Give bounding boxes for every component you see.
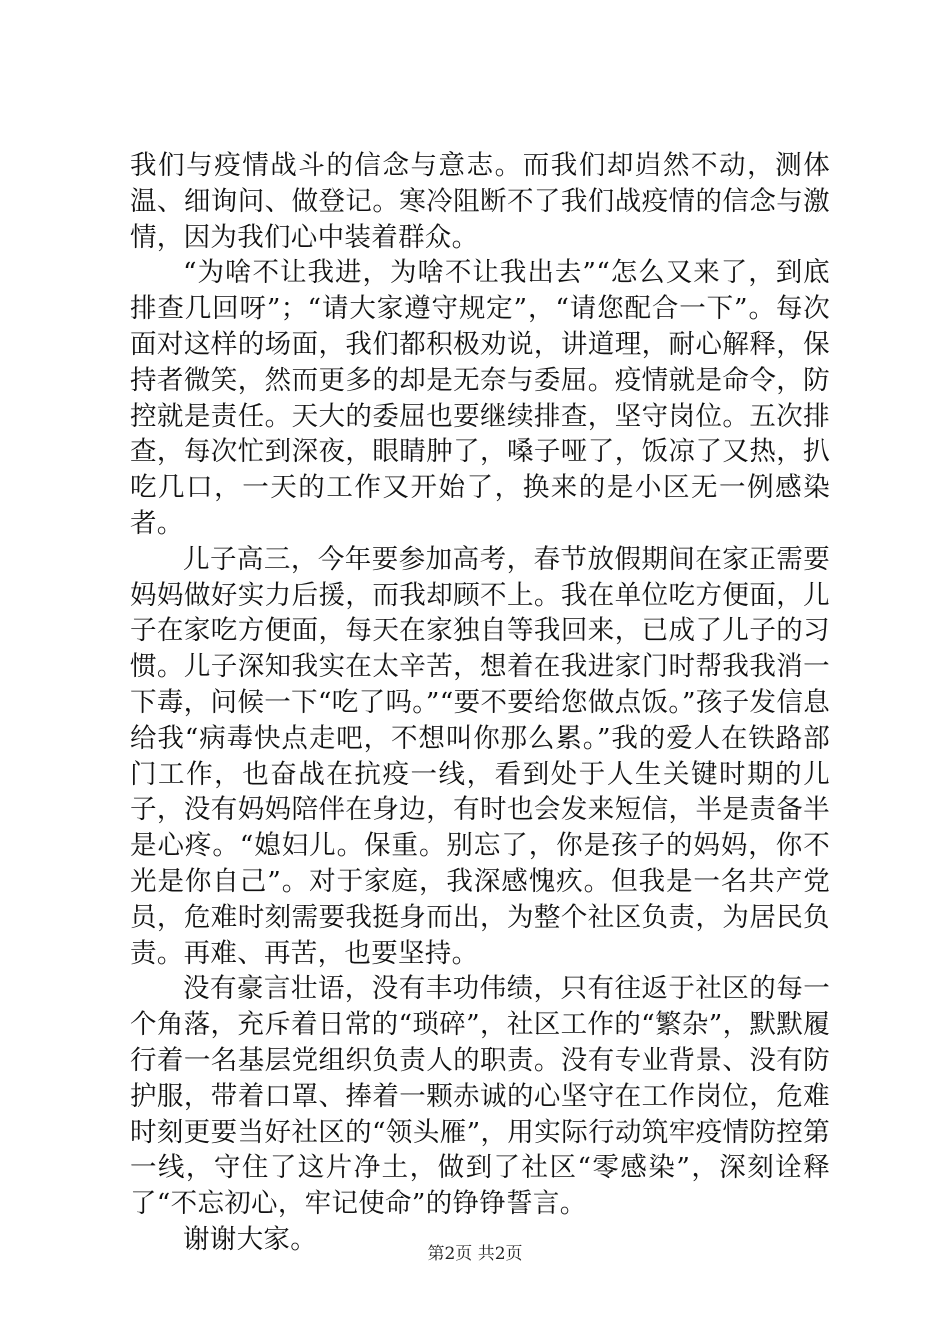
paragraph-1: 我们与疫情战斗的信念与意志。而我们却岿然不动，测体温、细询问、做登记。寒冷阻断不了我们战疫情的信念与激情，因为我们心中装着群众。 bbox=[130, 150, 830, 253]
paragraph-3: 儿子高三，今年要参加高考，春节放假期间在家正需要妈妈做好实力后援，而我却顾不上。我在单位吃方便面，儿子在家吃方便面，每天在家独自等我回来，已成了儿子的习惯。儿子深知我实在太辛苦，想着在我进家门时帮我我消一下毒，问候一下“吃了吗。”“要不要给您做点饭。”孩子发信息给我“病毒快点走吧，不想叫你那么累。”我的爱人在铁路部门工作，也奋战在抗疫一线，看到处于人生关键时期的儿子，没有妈妈陪伴在身边，有时也会发来短信，半是责备半是心疼。“媳妇儿。保重。别忘了，你是孩子的妈妈，你不光是你自己”。对于家庭，我深感愧疚。但我是一名共产党员，危难时刻需要我挺身而出，为整个社区负责，为居民负责。再难、再苦，也要坚持。 bbox=[130, 543, 830, 969]
page-footer: 第2页 共2页 bbox=[427, 1244, 523, 1264]
paragraph-2: “为啥不让我进，为啥不让我出去”“怎么又来了，到底排查几回呀”；“请大家遵守规定”，“请您配合一下”。每次面对这样的场面，我们都积极劝说，讲道理，耐心解释，保持者微笑，然而更多的却是无奈与委屈。疫情就是命令，防控就是责任。天大的委屈也要继续排查，坚守岗位。五次排查，每次忙到深夜，眼睛肿了，嗓子哑了，饭凉了又热，扒吃几口，一天的工作又开始了，换来的是小区无一例感染者。 bbox=[130, 257, 830, 539]
paragraph-4: 没有豪言壮语，没有丰功伟绩，只有往返于社区的每一个角落，充斥着日常的“琐碎”，社区工作的“繁杂”，默默履行着一名基层党组织负责人的职责。没有专业背景、没有防护服，带着口罩、捧着一颗赤诚的心坚守在工作岗位，危难时刻更要当好社区的“领头雁”，用实际行动筑牢疫情防控第一线，守住了这片净土，做到了社区“零感染”，深刻诠释了“不忘初心，牢记使命”的铮铮誓言。 bbox=[130, 973, 830, 1220]
document-body bbox=[130, 148, 830, 1258]
paragraph-5: 谢谢大家。 bbox=[183, 1223, 317, 1255]
